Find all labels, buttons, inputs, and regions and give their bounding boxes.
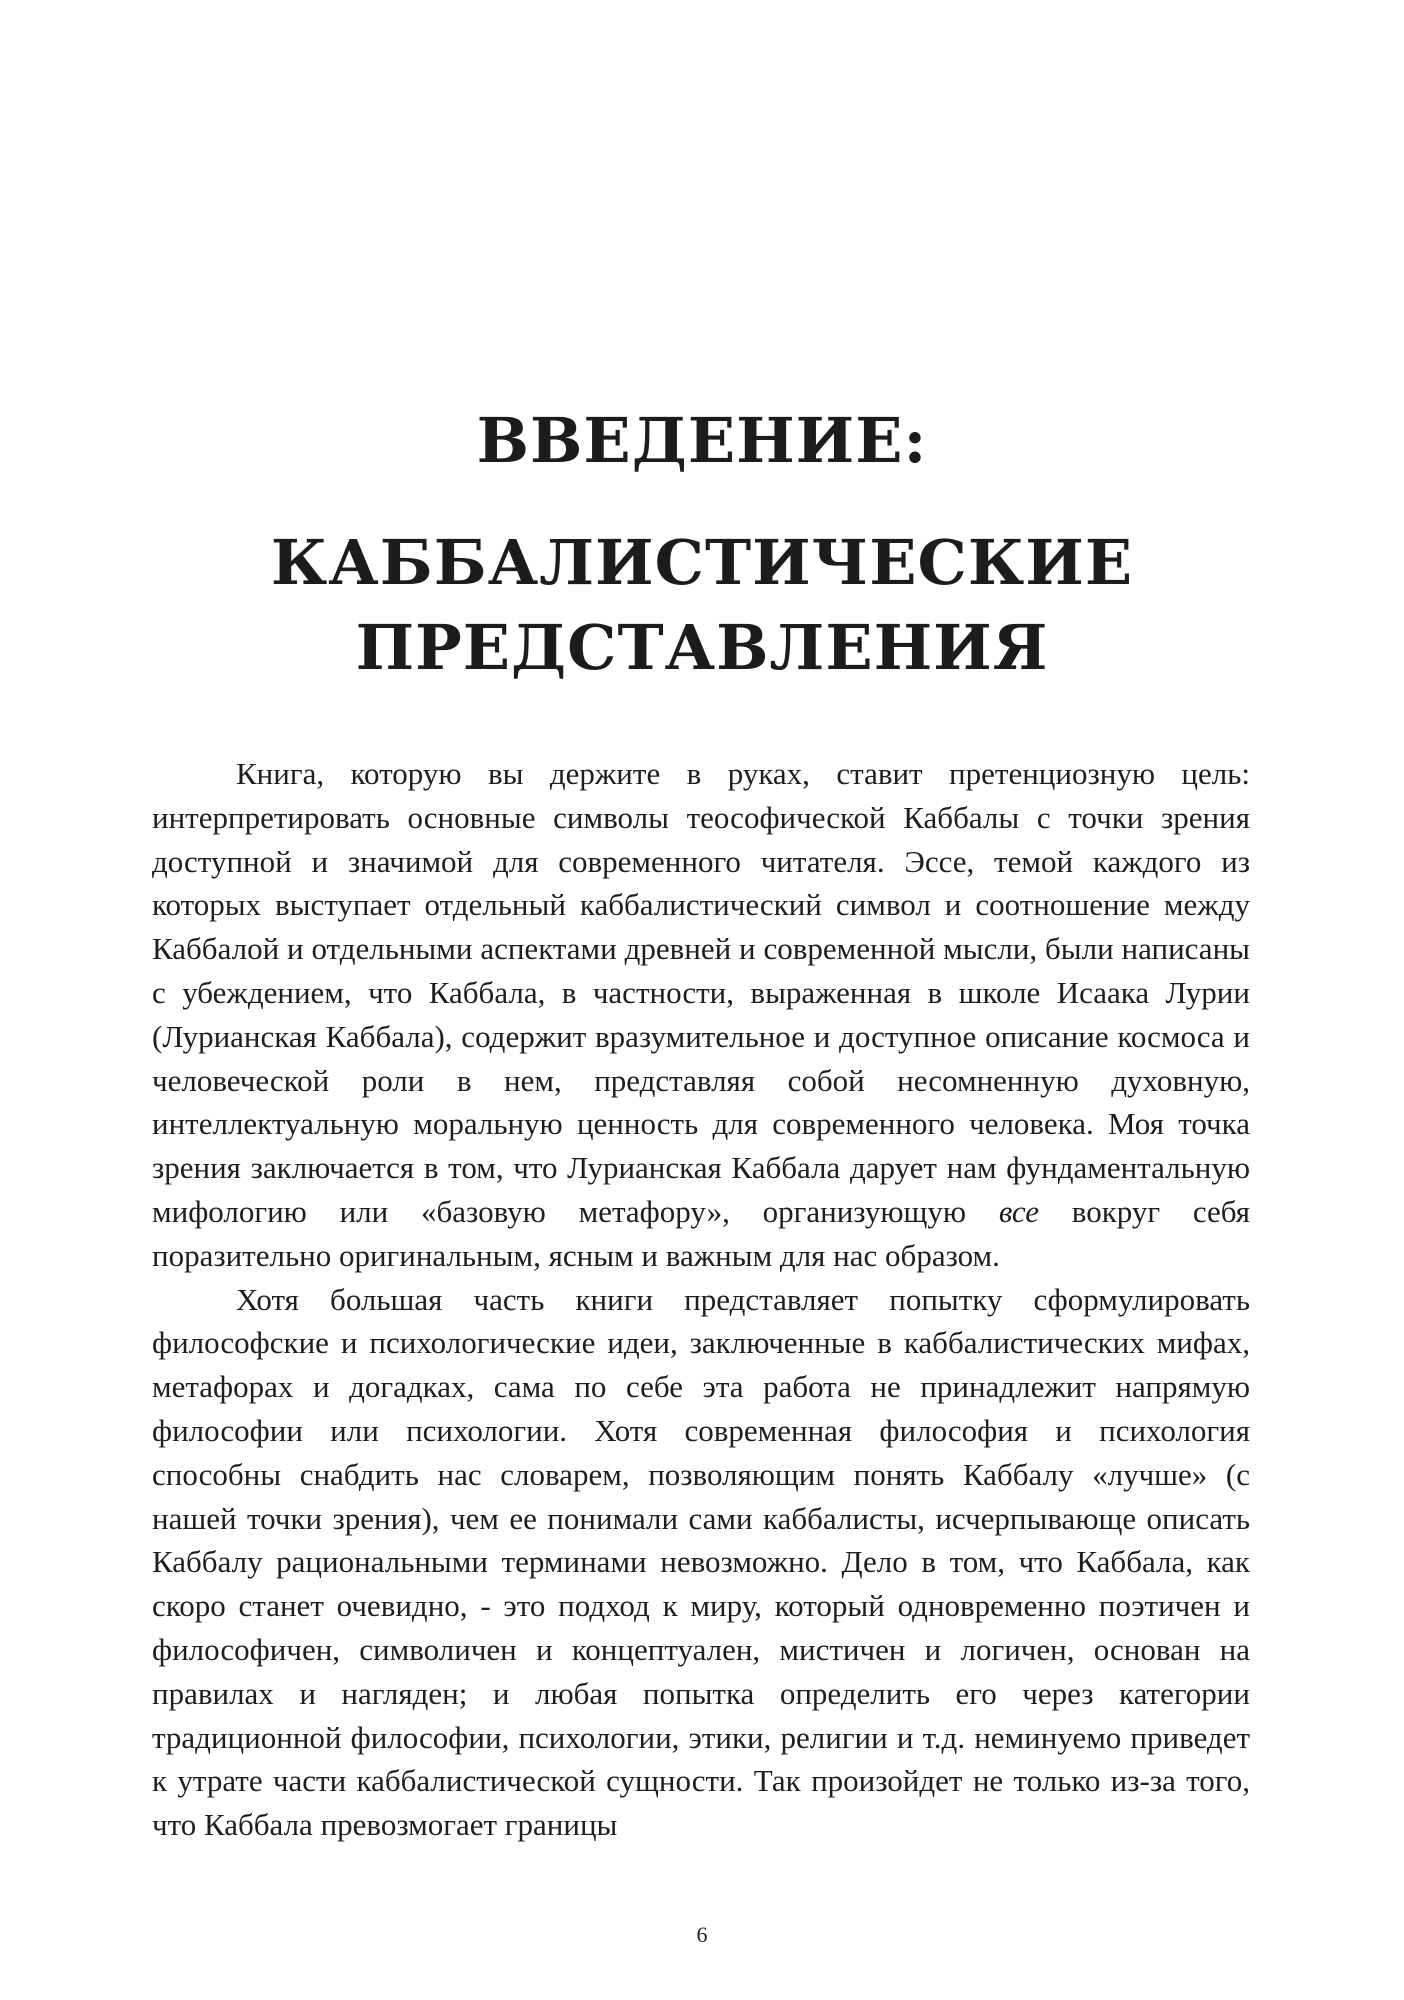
paragraph-1-emphasis: все [998,1193,1040,1229]
paragraph-1-text: Книга, которую вы держите в руках, ставит претенциозную цель: интерпретировать основные символы теософической Каббалы с точки зрения доступной и значимой для современного читателя. Эссе, темой каждого из которых выступает отдельный каббалистический символ и соотношение между Каббалой и отдельными аспектами древней и современной мысли, были написаны с убеждением, что Каббала, в частности, выраженная в школе Исаака Лурии (Лурианская Каббала), содержит вразумительное и доступное описание космоса и человеческой роли в нем, представляя собой несомненную духовную, интеллектуальную моральную ценность для современного человека. Моя точка зрения заключается в том, что Лурианская Каббала дарует нам фундаментальную мифологию или «базовую метафору», организующую [152,756,1250,1229]
chapter-title-line-1: ВВЕДЕНИЕ: [476,404,928,477]
paragraph-1-text-end: вокруг себя поразительно оригинальным, ясным и важным для нас образом. [152,1193,1251,1273]
page-number: 6 [696,1922,708,1947]
paragraph-2: Хотя большая часть книги представляет попытку сформулировать философские и психологические идеи, заключенные в каббалистических мифах, метафорах и догадках, сама по себе эта работа не принадлежит напрямую философии или психологии. Хотя современная философия и психология способны снабдить нас словарем, позволяющим понять Каббалу «лучше» (с нашей точки зрения), чем ее понимали сами каббалисты, исчерпывающе описать Каббалу рациональными терминами невозможно. Дело в том, что Каббала, как скоро станет очевидно, - это подход к миру, который одновременно поэтичен и философичен, символичен и концептуален, мистичен и логичен, основан на правилах и нагляден; и любая попытка определить его через категории традиционной философии, психологии, этики, религии и т.д. неминуемо приведет к утрате части каббалистической сущности. Так произойдет не только из-за того, что Каббала превозмогает границы [152,1281,1250,1843]
chapter-title-line-2: КАББАЛИСТИЧЕСКИЕ [270,526,1134,599]
paragraph-1 [152,752,1250,1278]
chapter-title-line-3: ПРЕДСТАВЛЕНИЯ [355,611,1049,684]
body-text [152,752,1250,1847]
